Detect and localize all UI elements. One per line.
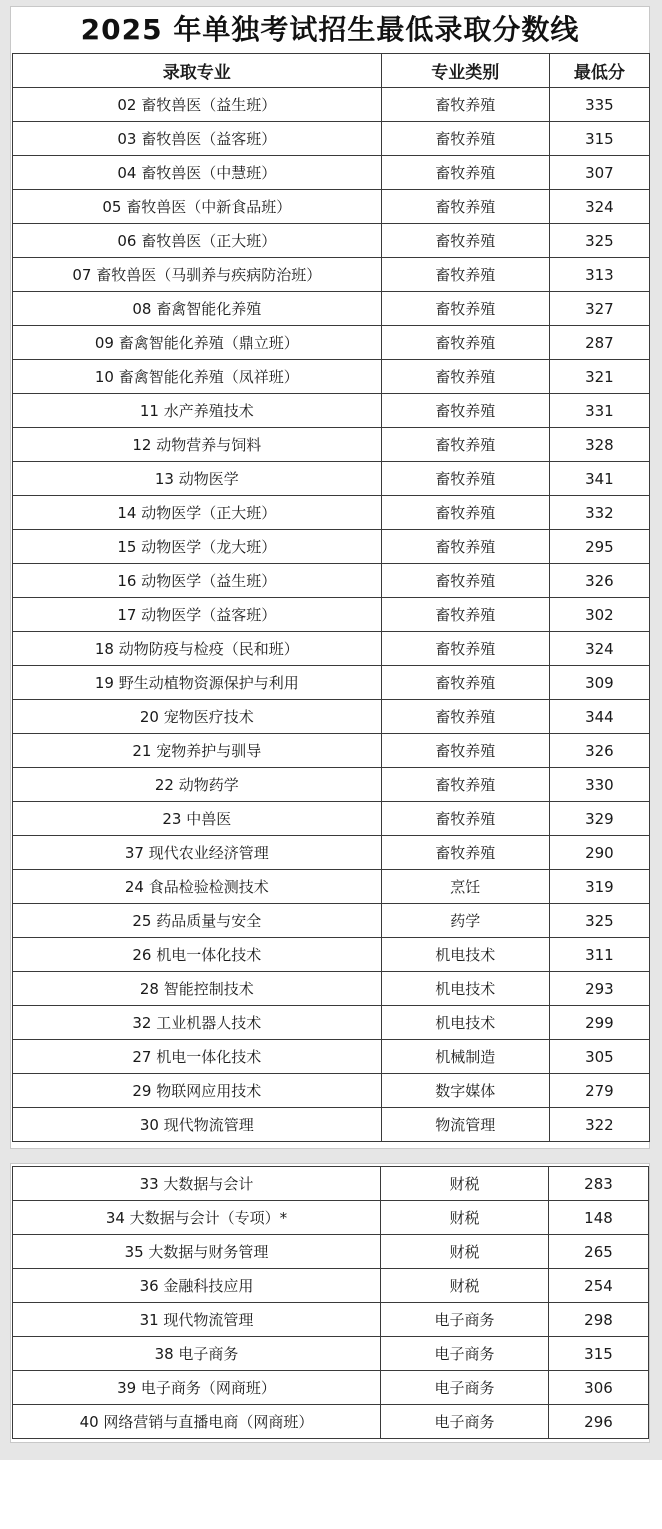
score-table-secondary	[12, 1166, 649, 1439]
category-cell: 电子商务	[381, 1371, 549, 1405]
score-cell: 296	[549, 1405, 649, 1439]
score-cell: 148	[549, 1201, 649, 1235]
major-cell: 05 畜牧兽医（中新食品班）	[13, 190, 382, 224]
category-cell: 财税	[381, 1201, 549, 1235]
major-cell: 36 金融科技应用	[13, 1269, 381, 1303]
major-cell: 09 畜禽智能化养殖（鼎立班）	[13, 326, 382, 360]
table-row	[13, 836, 650, 870]
table-row	[13, 802, 650, 836]
category-cell: 畜牧养殖	[381, 360, 549, 394]
major-cell: 34 大数据与会计（专项）*	[13, 1201, 381, 1235]
category-cell: 电子商务	[381, 1303, 549, 1337]
table-row	[13, 666, 650, 700]
score-cell: 283	[549, 1167, 649, 1201]
category-cell: 畜牧养殖	[381, 394, 549, 428]
table-row	[13, 156, 650, 190]
table-row	[13, 938, 650, 972]
score-cell: 344	[549, 700, 649, 734]
major-cell: 08 畜禽智能化养殖	[13, 292, 382, 326]
score-cell: 295	[549, 530, 649, 564]
score-cell: 331	[549, 394, 649, 428]
score-cell: 290	[549, 836, 649, 870]
category-cell: 畜牧养殖	[381, 122, 549, 156]
table-row	[13, 258, 650, 292]
table-row	[13, 972, 650, 1006]
category-cell: 财税	[381, 1167, 549, 1201]
category-cell: 畜牧养殖	[381, 564, 549, 598]
category-cell: 药学	[381, 904, 549, 938]
table-row	[13, 1006, 650, 1040]
major-cell: 27 机电一体化技术	[13, 1040, 382, 1074]
score-cell: 326	[549, 734, 649, 768]
major-cell: 10 畜禽智能化养殖（凤祥班）	[13, 360, 382, 394]
table-row	[13, 1235, 649, 1269]
table-row	[13, 598, 650, 632]
category-cell: 畜牧养殖	[381, 666, 549, 700]
table-row	[13, 428, 650, 462]
score-cell: 321	[549, 360, 649, 394]
table-row	[13, 904, 650, 938]
table-row	[13, 870, 650, 904]
major-cell: 38 电子商务	[13, 1337, 381, 1371]
table-row	[13, 1201, 649, 1235]
table-row	[13, 734, 650, 768]
column-header-major: 录取专业	[13, 54, 382, 88]
major-cell: 28 智能控制技术	[13, 972, 382, 1006]
major-cell: 24 食品检验检测技术	[13, 870, 382, 904]
major-cell: 33 大数据与会计	[13, 1167, 381, 1201]
score-cell: 325	[549, 904, 649, 938]
category-cell: 畜牧养殖	[381, 190, 549, 224]
category-cell: 机电技术	[381, 972, 549, 1006]
table-row	[13, 700, 650, 734]
table-row	[13, 1074, 650, 1108]
category-cell: 畜牧养殖	[381, 326, 549, 360]
category-cell: 畜牧养殖	[381, 88, 549, 122]
table-row	[13, 224, 650, 258]
major-cell: 02 畜牧兽医（益生班）	[13, 88, 382, 122]
score-cell: 341	[549, 462, 649, 496]
table-row	[13, 1108, 650, 1142]
table-row	[13, 292, 650, 326]
category-cell: 烹饪	[381, 870, 549, 904]
category-cell: 畜牧养殖	[381, 700, 549, 734]
category-cell: 畜牧养殖	[381, 292, 549, 326]
major-cell: 03 畜牧兽医（益客班）	[13, 122, 382, 156]
major-cell: 30 现代物流管理	[13, 1108, 382, 1142]
major-cell: 26 机电一体化技术	[13, 938, 382, 972]
score-cell: 313	[549, 258, 649, 292]
score-cell: 322	[549, 1108, 649, 1142]
major-cell: 31 现代物流管理	[13, 1303, 381, 1337]
category-cell: 畜牧养殖	[381, 802, 549, 836]
score-cell: 325	[549, 224, 649, 258]
table-row	[13, 530, 650, 564]
major-cell: 18 动物防疫与检疫（民和班）	[13, 632, 382, 666]
score-cell: 305	[549, 1040, 649, 1074]
category-cell: 畜牧养殖	[381, 530, 549, 564]
table-row	[13, 1269, 649, 1303]
category-cell: 财税	[381, 1235, 549, 1269]
score-cell: 293	[549, 972, 649, 1006]
major-cell: 23 中兽医	[13, 802, 382, 836]
category-cell: 电子商务	[381, 1405, 549, 1439]
category-cell: 财税	[381, 1269, 549, 1303]
score-cell: 315	[549, 122, 649, 156]
category-cell: 畜牧养殖	[381, 632, 549, 666]
score-cell: 324	[549, 190, 649, 224]
score-cell: 327	[549, 292, 649, 326]
major-cell: 15 动物医学（龙大班）	[13, 530, 382, 564]
category-cell: 畜牧养殖	[381, 462, 549, 496]
table-row	[13, 1040, 650, 1074]
major-cell: 12 动物营养与饲料	[13, 428, 382, 462]
table-header-row	[13, 54, 650, 88]
score-cell: 328	[549, 428, 649, 462]
score-cell: 311	[549, 938, 649, 972]
score-cell: 307	[549, 156, 649, 190]
major-cell: 29 物联网应用技术	[13, 1074, 382, 1108]
major-cell: 19 野生动植物资源保护与利用	[13, 666, 382, 700]
score-cell: 306	[549, 1371, 649, 1405]
table-row	[13, 88, 650, 122]
category-cell: 机械制造	[381, 1040, 549, 1074]
table-row	[13, 564, 650, 598]
major-cell: 14 动物医学（正大班）	[13, 496, 382, 530]
category-cell: 机电技术	[381, 938, 549, 972]
major-cell: 39 电子商务（网商班）	[13, 1371, 381, 1405]
category-cell: 畜牧养殖	[381, 768, 549, 802]
table-row	[13, 768, 650, 802]
major-cell: 13 动物医学	[13, 462, 382, 496]
score-cell: 329	[549, 802, 649, 836]
major-cell: 06 畜牧兽医（正大班）	[13, 224, 382, 258]
category-cell: 畜牧养殖	[381, 224, 549, 258]
major-cell: 25 药品质量与安全	[13, 904, 382, 938]
score-cell: 319	[549, 870, 649, 904]
table-row	[13, 1337, 649, 1371]
score-cell: 299	[549, 1006, 649, 1040]
table-row	[13, 632, 650, 666]
score-table-main	[12, 53, 650, 1142]
table-row	[13, 1167, 649, 1201]
table-row	[13, 326, 650, 360]
score-table-panel-main	[10, 6, 650, 1149]
category-cell: 畜牧养殖	[381, 496, 549, 530]
major-cell: 20 宠物医疗技术	[13, 700, 382, 734]
category-cell: 电子商务	[381, 1337, 549, 1371]
table-row	[13, 190, 650, 224]
category-cell: 畜牧养殖	[381, 836, 549, 870]
major-cell: 40 网络营销与直播电商（网商班）	[13, 1405, 381, 1439]
table-row	[13, 496, 650, 530]
major-cell: 22 动物药学	[13, 768, 382, 802]
score-cell: 326	[549, 564, 649, 598]
category-cell: 畜牧养殖	[381, 428, 549, 462]
major-cell: 32 工业机器人技术	[13, 1006, 382, 1040]
score-cell: 302	[549, 598, 649, 632]
table-row	[13, 394, 650, 428]
score-cell: 315	[549, 1337, 649, 1371]
major-cell: 37 现代农业经济管理	[13, 836, 382, 870]
table-row	[13, 1405, 649, 1439]
score-cell: 287	[549, 326, 649, 360]
category-cell: 数字媒体	[381, 1074, 549, 1108]
major-cell: 11 水产养殖技术	[13, 394, 382, 428]
score-cell: 298	[549, 1303, 649, 1337]
major-cell: 16 动物医学（益生班）	[13, 564, 382, 598]
major-cell: 17 动物医学（益客班）	[13, 598, 382, 632]
category-cell: 畜牧养殖	[381, 734, 549, 768]
column-header-score: 最低分	[549, 54, 649, 88]
major-cell: 21 宠物养护与驯导	[13, 734, 382, 768]
table-row	[13, 1371, 649, 1405]
category-cell: 畜牧养殖	[381, 598, 549, 632]
table-row	[13, 1303, 649, 1337]
score-cell: 309	[549, 666, 649, 700]
score-cell: 324	[549, 632, 649, 666]
page-title: 2025 年单独考试招生最低录取分数线	[80, 13, 580, 46]
score-cell: 279	[549, 1074, 649, 1108]
category-cell: 物流管理	[381, 1108, 549, 1142]
score-table-panel-secondary	[10, 1163, 650, 1443]
score-cell: 332	[549, 496, 649, 530]
category-cell: 机电技术	[381, 1006, 549, 1040]
category-cell: 畜牧养殖	[381, 258, 549, 292]
score-cell: 330	[549, 768, 649, 802]
table-row	[13, 462, 650, 496]
score-cell: 265	[549, 1235, 649, 1269]
table-row	[13, 360, 650, 394]
table-row	[13, 122, 650, 156]
column-header-category: 专业类别	[381, 54, 549, 88]
score-cell: 335	[549, 88, 649, 122]
score-cell: 254	[549, 1269, 649, 1303]
major-cell: 07 畜牧兽医（马驯养与疾病防治班）	[13, 258, 382, 292]
category-cell: 畜牧养殖	[381, 156, 549, 190]
major-cell: 04 畜牧兽医（中慧班）	[13, 156, 382, 190]
major-cell: 35 大数据与财务管理	[13, 1235, 381, 1269]
